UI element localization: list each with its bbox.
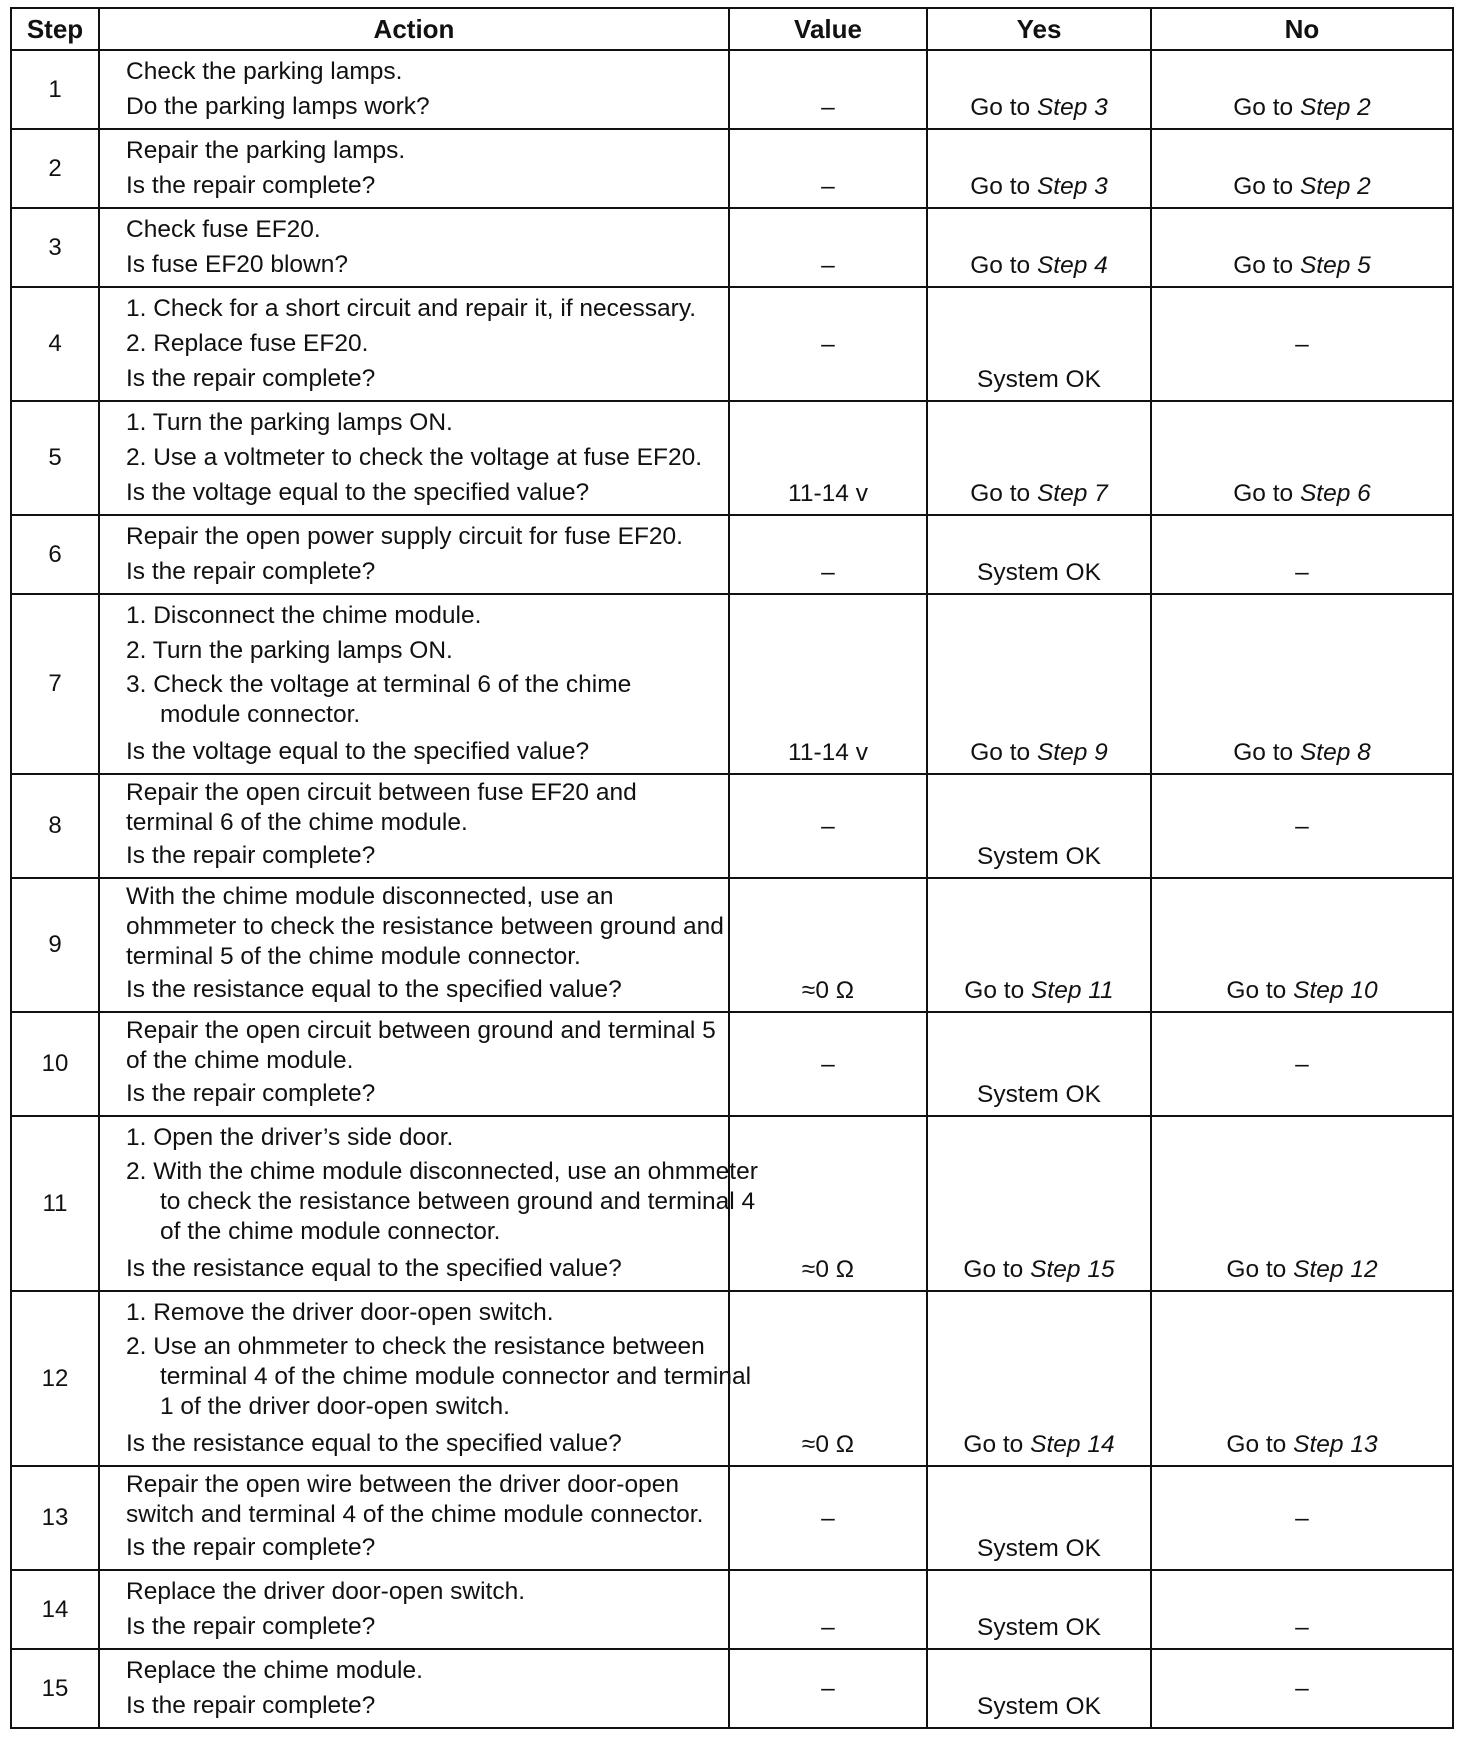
action-question: Is the repair complete? <box>126 1613 376 1640</box>
value-cell: – <box>729 1570 927 1649</box>
header-action: Action <box>99 8 729 50</box>
action-question: Is the repair complete? <box>126 842 376 869</box>
action-question: Is the repair complete? <box>126 1692 376 1719</box>
action-question: Is fuse EF20 blown? <box>126 251 348 278</box>
action-line: 1. Open the driver’s side door. <box>126 1124 454 1151</box>
goto-text: Go to <box>1233 173 1294 200</box>
action-line: 2. With the chime module disconnected, use an ohmmeter to check the resistance between ground and terminal 4 of the chime module connector. <box>126 1158 758 1245</box>
action-cell <box>99 1649 729 1728</box>
action-line: Check fuse EF20. <box>126 216 321 243</box>
goto-text: Go to <box>963 1431 1024 1458</box>
no-cell <box>1151 50 1453 129</box>
action-line: Replace the chime module. <box>126 1657 423 1684</box>
table-row <box>11 1116 1453 1291</box>
goto-text: Go to <box>970 739 1031 766</box>
table-row <box>11 1291 1453 1466</box>
step-number: 10 <box>11 1012 99 1116</box>
action-cell <box>99 1012 729 1116</box>
action-line: Repair the open power supply circuit for fuse EF20. <box>126 523 683 550</box>
yes-cell <box>927 208 1151 287</box>
action-question: Is the voltage equal to the specified value? <box>126 479 590 506</box>
action-question: Is the repair complete? <box>126 558 376 585</box>
action-line: With the chime module disconnected, use an ohmmeter to check the resistance between ground and terminal 5 of the chime module connector. <box>126 883 724 970</box>
step-number: 13 <box>11 1466 99 1570</box>
no-cell: – <box>1151 1649 1453 1728</box>
yes-cell <box>927 1116 1151 1291</box>
table-row <box>11 774 1453 878</box>
step-number: 1 <box>11 50 99 129</box>
value-cell: – <box>729 515 927 594</box>
goto-text: Go to <box>963 1256 1024 1283</box>
action-cell <box>99 1570 729 1649</box>
action-cell <box>99 129 729 208</box>
step-number: 7 <box>11 594 99 774</box>
action-line: 2. Use a voltmeter to check the voltage at fuse EF20. <box>126 444 703 471</box>
value-cell: ≈0 Ω <box>729 878 927 1012</box>
step-number: 5 <box>11 401 99 515</box>
action-line: Check the parking lamps. <box>126 58 403 85</box>
no-cell <box>1151 1116 1453 1291</box>
step-reference: Step 8 <box>1299 739 1371 766</box>
header-step: Step <box>11 8 99 50</box>
value-cell: 11-14 v <box>729 401 927 515</box>
step-reference: Step 13 <box>1293 1431 1378 1458</box>
value-cell: 11-14 v <box>729 594 927 774</box>
table-row <box>11 1012 1453 1116</box>
value-cell: – <box>729 129 927 208</box>
action-question: Is the resistance equal to the specified value? <box>126 1255 622 1282</box>
table-row <box>11 1649 1453 1728</box>
value-cell: – <box>729 208 927 287</box>
table-row <box>11 878 1453 1012</box>
yes-cell: System OK <box>927 1649 1151 1728</box>
yes-cell: System OK <box>927 1012 1151 1116</box>
goto-text: Go to <box>970 480 1031 507</box>
goto-text: Go to <box>1233 94 1294 121</box>
action-question: Is the repair complete? <box>126 172 376 199</box>
yes-cell <box>927 594 1151 774</box>
action-line: 3. Check the voltage at terminal 6 of the chime module connector. <box>126 671 632 728</box>
step-reference: Step 7 <box>1036 480 1108 507</box>
step-number: 9 <box>11 878 99 1012</box>
no-cell <box>1151 594 1453 774</box>
step-reference: Step 12 <box>1293 1256 1378 1283</box>
table-body <box>11 50 1453 1728</box>
goto-text: Go to <box>970 94 1031 121</box>
action-cell <box>99 594 729 774</box>
action-line: Repair the open circuit between fuse EF20 and terminal 6 of the chime module. <box>126 779 637 836</box>
yes-cell <box>927 1291 1151 1466</box>
goto-text: Go to <box>1226 1256 1287 1283</box>
action-line: 2. Use an ohmmeter to check the resistance between terminal 4 of the chime module connector and terminal 1 of the driver door-open switch. <box>126 1333 752 1420</box>
action-cell <box>99 878 729 1012</box>
action-line: Repair the parking lamps. <box>126 137 406 164</box>
no-cell <box>1151 129 1453 208</box>
table-row <box>11 594 1453 774</box>
no-cell: – <box>1151 287 1453 401</box>
action-line: 1. Disconnect the chime module. <box>126 602 482 629</box>
yes-cell: System OK <box>927 287 1151 401</box>
value-cell: – <box>729 774 927 878</box>
action-cell <box>99 515 729 594</box>
step-reference: Step 3 <box>1036 94 1108 121</box>
no-cell: – <box>1151 1466 1453 1570</box>
no-cell <box>1151 208 1453 287</box>
value-cell: – <box>729 1649 927 1728</box>
step-reference: Step 11 <box>1031 977 1114 1004</box>
no-cell: – <box>1151 1570 1453 1649</box>
header-row <box>11 8 1453 50</box>
action-line: 1. Remove the driver door-open switch. <box>126 1299 554 1326</box>
no-cell <box>1151 878 1453 1012</box>
value-cell: – <box>729 1012 927 1116</box>
action-question: Do the parking lamps work? <box>126 93 430 120</box>
header-yes: Yes <box>927 8 1151 50</box>
yes-cell: System OK <box>927 1570 1151 1649</box>
no-cell <box>1151 1291 1453 1466</box>
table-row <box>11 50 1453 129</box>
diagnostic-table <box>10 7 1454 1729</box>
action-question: Is the resistance equal to the specified value? <box>126 976 622 1003</box>
step-reference: Step 2 <box>1299 173 1371 200</box>
action-line: Repair the open wire between the driver door-open switch and terminal 4 of the chime module connector. <box>126 1471 704 1528</box>
yes-cell <box>927 878 1151 1012</box>
action-cell <box>99 50 729 129</box>
action-line: 1. Turn the parking lamps ON. <box>126 409 453 436</box>
step-reference: Step 14 <box>1030 1431 1115 1458</box>
action-line: 2. Replace fuse EF20. <box>126 330 369 357</box>
yes-cell: System OK <box>927 515 1151 594</box>
yes-cell <box>927 129 1151 208</box>
action-question: Is the voltage equal to the specified value? <box>126 738 590 765</box>
goto-text: Go to <box>970 173 1031 200</box>
header-no: No <box>1151 8 1453 50</box>
step-number: 8 <box>11 774 99 878</box>
step-reference: Step 15 <box>1030 1256 1115 1283</box>
yes-cell: System OK <box>927 774 1151 878</box>
goto-text: Go to <box>1226 1431 1287 1458</box>
value-cell: – <box>729 1466 927 1570</box>
step-number: 12 <box>11 1291 99 1466</box>
action-cell <box>99 208 729 287</box>
action-line: Repair the open circuit between ground and terminal 5 of the chime module. <box>126 1017 716 1074</box>
step-reference: Step 4 <box>1036 252 1108 279</box>
action-line: 1. Check for a short circuit and repair it, if necessary. <box>126 295 697 322</box>
step-number: 11 <box>11 1116 99 1291</box>
goto-text: Go to <box>1226 977 1287 1004</box>
table-row <box>11 208 1453 287</box>
yes-cell: System OK <box>927 1466 1151 1570</box>
step-number: 2 <box>11 129 99 208</box>
action-cell <box>99 287 729 401</box>
step-reference: Step 10 <box>1293 977 1378 1004</box>
table-row <box>11 1466 1453 1570</box>
step-reference: Step 3 <box>1036 173 1108 200</box>
no-cell: – <box>1151 774 1453 878</box>
step-number: 14 <box>11 1570 99 1649</box>
table-row <box>11 401 1453 515</box>
step-number: 6 <box>11 515 99 594</box>
step-number: 15 <box>11 1649 99 1728</box>
step-reference: Step 5 <box>1299 252 1371 279</box>
table-row <box>11 129 1453 208</box>
value-cell: – <box>729 287 927 401</box>
goto-text: Go to <box>1233 739 1294 766</box>
header-value: Value <box>729 8 927 50</box>
table-row <box>11 515 1453 594</box>
value-cell: – <box>729 50 927 129</box>
action-question: Is the repair complete? <box>126 1080 376 1107</box>
yes-cell <box>927 50 1151 129</box>
action-cell <box>99 1466 729 1570</box>
no-cell <box>1151 401 1453 515</box>
step-number: 3 <box>11 208 99 287</box>
no-cell: – <box>1151 515 1453 594</box>
value-cell: ≈0 Ω <box>729 1116 927 1291</box>
step-number: 4 <box>11 287 99 401</box>
goto-text: Go to <box>970 252 1031 279</box>
action-question: Is the resistance equal to the specified value? <box>126 1430 622 1457</box>
goto-text: Go to <box>1233 252 1294 279</box>
step-reference: Step 6 <box>1299 480 1371 507</box>
action-cell <box>99 1291 752 1466</box>
goto-text: Go to <box>964 977 1025 1004</box>
action-line: 2. Turn the parking lamps ON. <box>126 637 453 664</box>
action-question: Is the repair complete? <box>126 1534 376 1561</box>
action-cell <box>99 774 729 878</box>
table-row <box>11 287 1453 401</box>
step-reference: Step 2 <box>1299 94 1371 121</box>
action-cell <box>99 1116 758 1291</box>
no-cell: – <box>1151 1012 1453 1116</box>
value-cell: ≈0 Ω <box>729 1291 927 1466</box>
step-reference: Step 9 <box>1036 739 1108 766</box>
goto-text: Go to <box>1233 480 1294 507</box>
action-question: Is the repair complete? <box>126 365 376 392</box>
table-header <box>11 8 1453 50</box>
action-cell <box>99 401 729 515</box>
action-line: Replace the driver door-open switch. <box>126 1578 526 1605</box>
yes-cell <box>927 401 1151 515</box>
table-row <box>11 1570 1453 1649</box>
